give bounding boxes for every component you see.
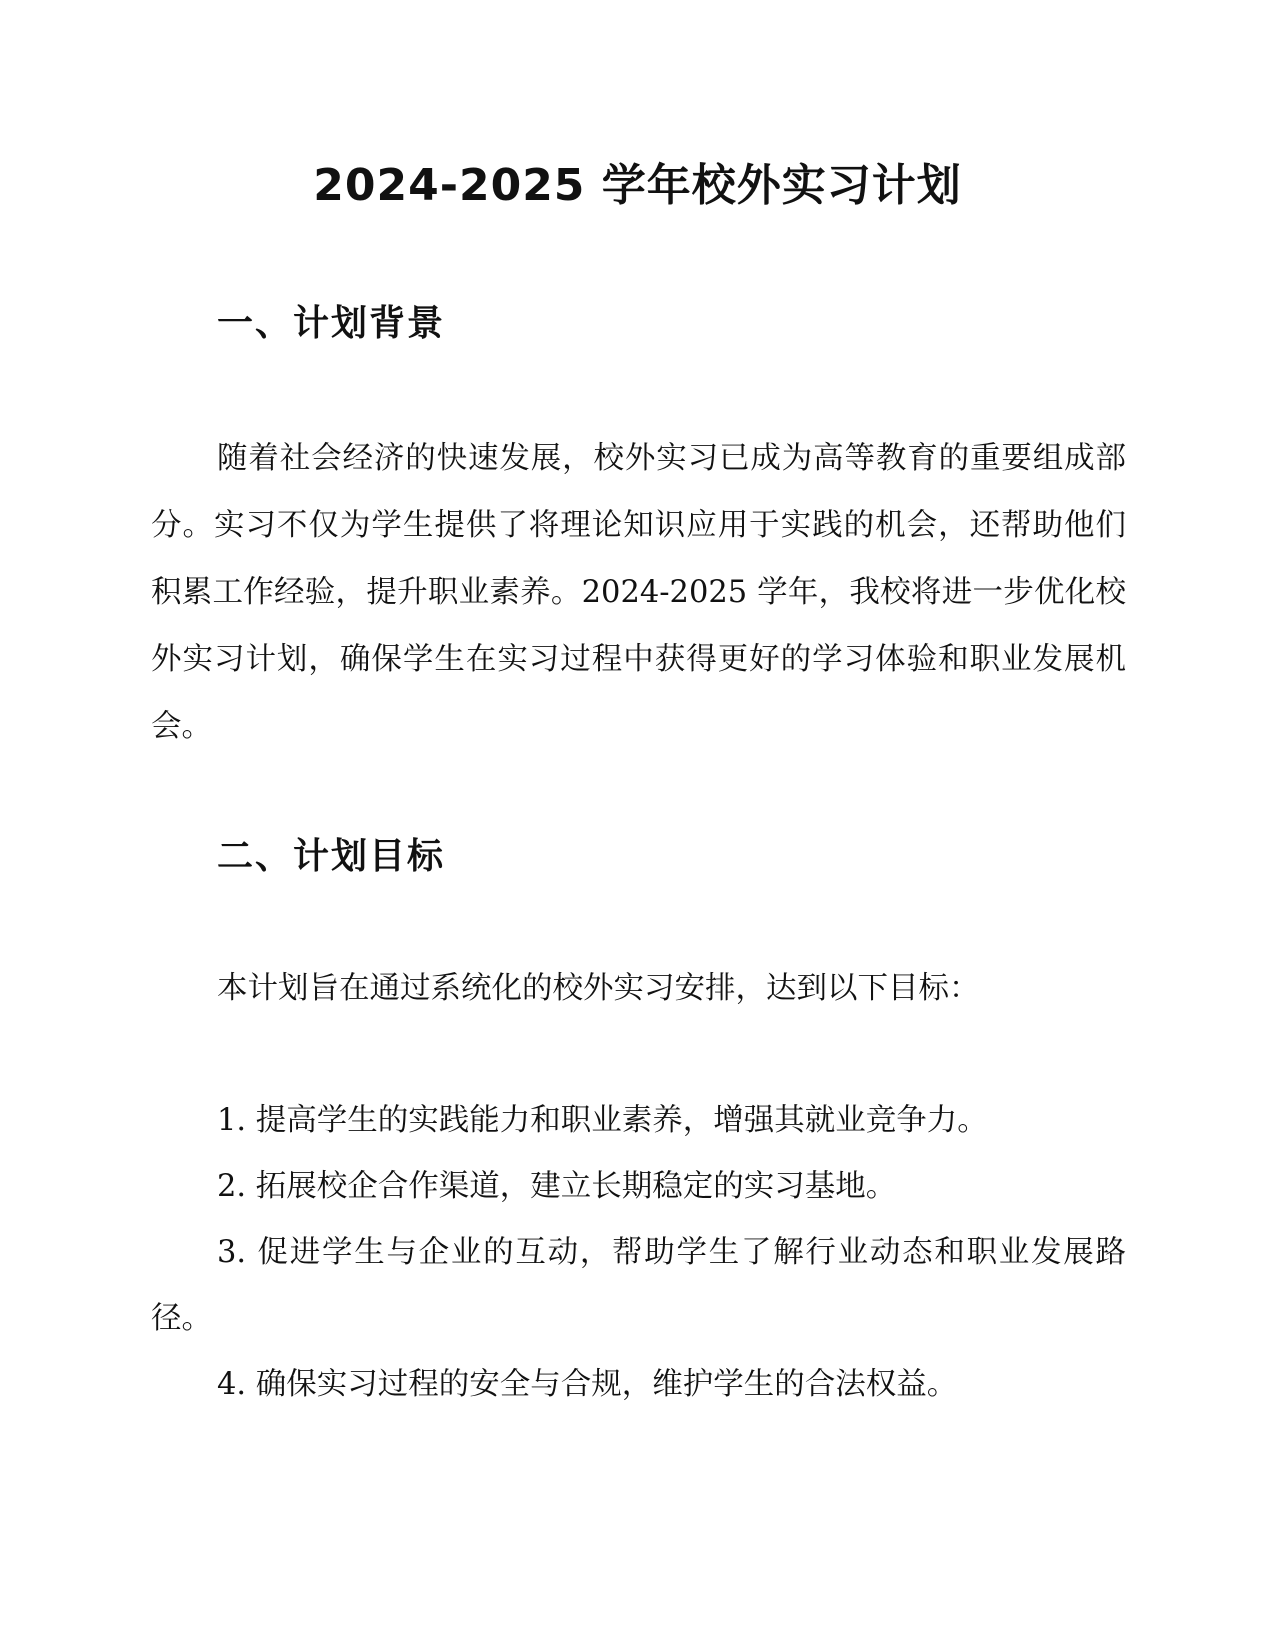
goals-list (151, 1088, 1126, 1418)
goal-item: 4. 确保实习过程的安全与合规，维护学生的合法权益。 (217, 1367, 958, 1402)
goal-item: 3. 促进学生与企业的互动，帮助学生了解行业动态和职业发展路径。 (151, 1235, 1126, 1336)
goal-item: 2. 拓展校企合作渠道，建立长期稳定的实习基地。 (217, 1169, 897, 1204)
background-paragraph: 随着社会经济的快速发展，校外实习已成为高等教育的重要组成部分。实习不仅为学生提供了将理论知识应用于实践的机会，还帮助他们积累工作经验，提升职业素养。2024-2025 学年，我校将进一步优化校外实习计划，确保学生在实习过程中获得更好的学习体验和职业发展机会。 (151, 441, 1126, 744)
section-heading-goals: 二、计划目标 (217, 836, 446, 877)
goal-item: 1. 提高学生的实践能力和职业素养，增强其就业竞争力。 (217, 1103, 988, 1138)
goals-intro-paragraph: 本计划旨在通过系统化的校外实习安排，达到以下目标： (217, 971, 980, 1006)
document-title: 2024-2025 学年校外实习计划 (313, 160, 962, 211)
section-heading-background: 一、计划背景 (217, 303, 446, 344)
